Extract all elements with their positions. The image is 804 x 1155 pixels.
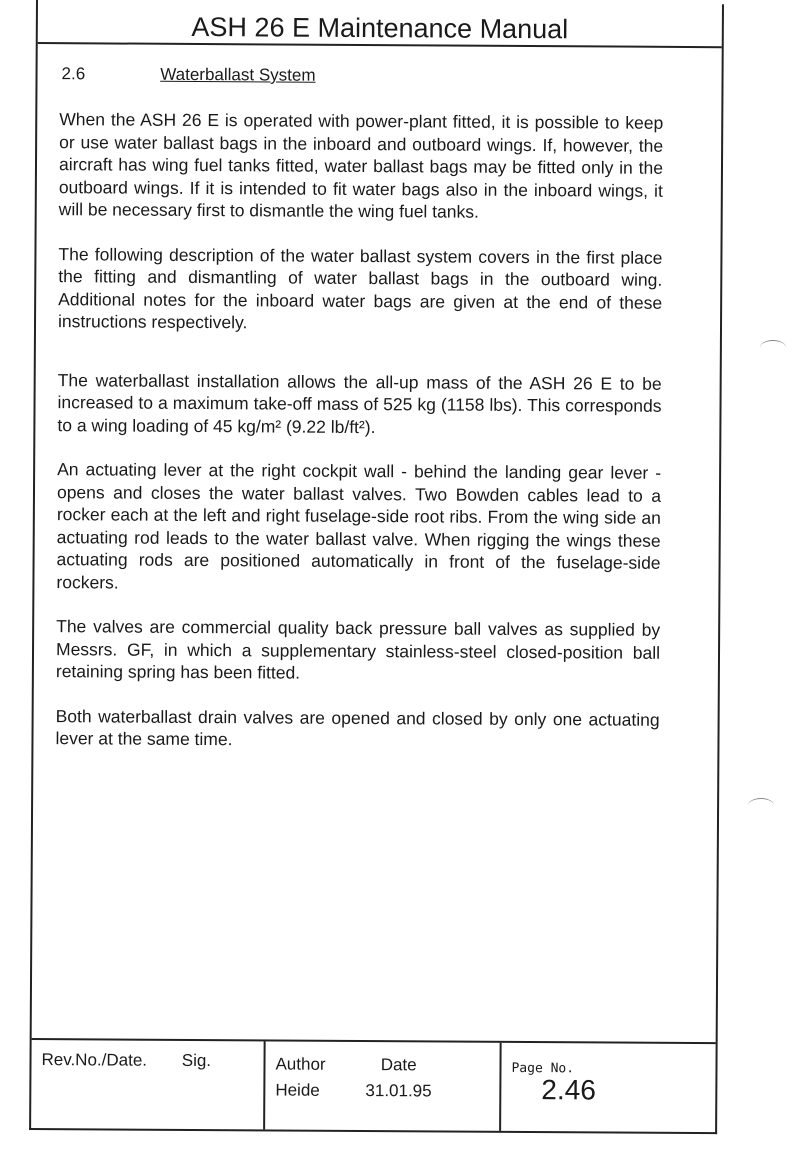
page-number: 2.46 bbox=[541, 1074, 596, 1106]
section-heading bbox=[61, 64, 315, 86]
author-date-cell bbox=[265, 1041, 502, 1130]
author-column bbox=[275, 1051, 326, 1119]
revision-cell bbox=[31, 1040, 266, 1129]
paragraph-lever: An actuating lever at the right cockpit wall - behind the landing gear lever - opens and closes the water ballast valves. Two Bowden cables lead to a rocker each at the left and right fuselage-side root ribs. From the wing side an actuating rod leads to the water ballast valve. When rigging the wings these actuating rods are positioned automatically in front of the fuselage-side rockers. bbox=[56, 459, 662, 593]
sig-label: Sig. bbox=[181, 1050, 212, 1071]
paragraph-intro: When the ASH 26 E is operated with power-plant fitted, it is possible to keep or use water ballast bags in the inboard and outboard wings. If, however, the aircraft has wing fuel tanks fitted, water ballast bags may be fitted only in the outboard wings. If it is intended to fit water bags also in the inboard wings, it will be necessary first to dismantle the wing fuel tanks. bbox=[58, 109, 664, 222]
page-number-cell bbox=[501, 1043, 716, 1132]
paragraph-drain: Both waterballast drain valves are opened and closed by only one actuating lever at the same time. bbox=[55, 705, 660, 750]
page-footer bbox=[31, 1038, 716, 1132]
scan-mark bbox=[748, 798, 774, 813]
scan-mark bbox=[760, 340, 786, 355]
page-title: ASH 26 E Maintenance Manual bbox=[38, 0, 722, 48]
paragraph-mass: The waterballast installation allows the all-up mass of the ASH 26 E to be increased to a maximum take-off mass of 525 kg (1158 lbs). This corresponds to a wing loading of 45 kg/m² (9.22 lb/ft²). bbox=[57, 369, 662, 437]
rev-label: Rev.No./Date. bbox=[41, 1050, 148, 1070]
date-column bbox=[365, 1052, 432, 1120]
date-label: Date bbox=[380, 1055, 417, 1075]
section-number: 2.6 bbox=[61, 64, 86, 84]
section-title: Waterballast System bbox=[160, 64, 316, 85]
paragraph-description: The following description of the water ballast system covers in the first place the fitting and dismantling of water ballast bags in the outboard wing. Additional notes for the inboard water bags are given at the end of these instructions respectively. bbox=[57, 243, 663, 333]
manual-page-frame bbox=[29, 0, 724, 1134]
page-label: Page No. bbox=[511, 1060, 575, 1077]
body-text bbox=[55, 108, 663, 775]
author-label: Author bbox=[275, 1054, 326, 1074]
paragraph-valves: The valves are commercial quality back pressure ball valves as supplied by Messrs. GF, in which a supplementary stainless-steel closed-position ball retaining spring has been fitted. bbox=[55, 616, 661, 683]
date-value: 31.01.95 bbox=[365, 1081, 432, 1101]
author-value: Heide bbox=[275, 1080, 320, 1100]
